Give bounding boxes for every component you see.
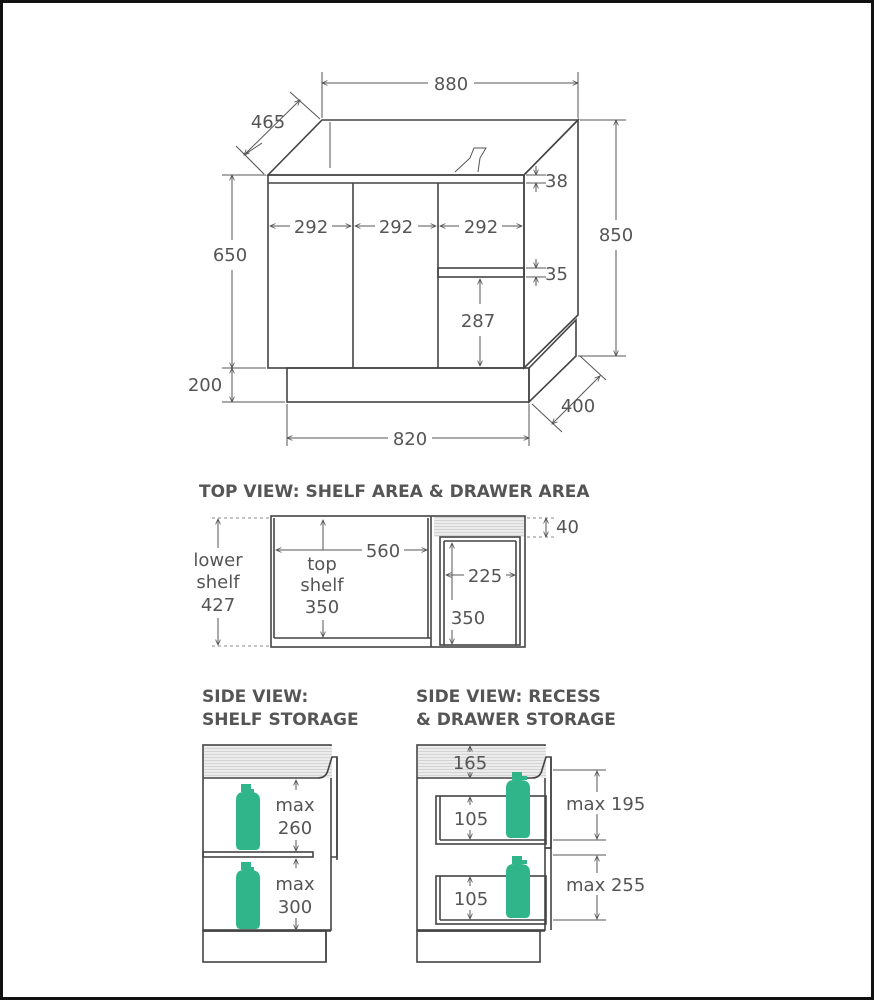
bottle-upper bbox=[236, 784, 260, 850]
drawer-rail bbox=[438, 268, 524, 277]
lower-shelf-label-2: shelf bbox=[196, 572, 240, 593]
upper-drawer-height-label: 105 bbox=[453, 809, 489, 830]
bottle-drawer-lower bbox=[506, 856, 530, 918]
dim-plinth-height-label: 200 bbox=[187, 375, 223, 396]
upper-drawer-max-label: max 195 bbox=[566, 794, 646, 815]
shelf-lower-max-value: 300 bbox=[277, 897, 313, 918]
plinth-side bbox=[529, 320, 576, 402]
shelf-upper-max-value: 260 bbox=[277, 818, 313, 839]
top-view bbox=[193, 482, 590, 647]
bottle-drawer-upper bbox=[506, 772, 530, 838]
dim-drawer-height-label: 287 bbox=[460, 311, 496, 332]
shelf-lower-max-label: max bbox=[275, 874, 315, 895]
top-view-heading: TOP VIEW: SHELF AREA & DRAWER AREA bbox=[199, 482, 590, 502]
dim-cabinet-height-label: 650 bbox=[212, 245, 248, 266]
side-shelf-heading-2: SHELF STORAGE bbox=[202, 710, 359, 730]
shelf-top-hatch bbox=[204, 746, 332, 778]
dim-line-465 bbox=[244, 143, 262, 155]
shelf-plinth bbox=[203, 931, 326, 962]
side-drawer-heading-1: SIDE VIEW: RECESS bbox=[416, 687, 601, 707]
dim-top-rail-label: 38 bbox=[545, 171, 568, 192]
side-view-drawer bbox=[416, 687, 645, 962]
drawer-plinth bbox=[417, 931, 540, 962]
side-shelf-heading-1: SIDE VIEW: bbox=[202, 687, 309, 707]
cabinet-side bbox=[524, 120, 578, 368]
plinth-front bbox=[287, 368, 529, 402]
lower-shelf-label-1: lower bbox=[193, 550, 243, 571]
recess-depth-label: 40 bbox=[556, 517, 579, 538]
dim-depth-label: 465 bbox=[250, 112, 286, 133]
drawer-width-label: 225 bbox=[467, 566, 503, 587]
dim-drawer-rail-label: 35 bbox=[545, 264, 568, 285]
recess-height-label: 165 bbox=[452, 753, 488, 774]
cabinet-front bbox=[268, 175, 524, 368]
side-view-shelf bbox=[202, 687, 359, 962]
top-shelf-label-1: top bbox=[307, 554, 337, 575]
side-drawer-heading-2: & DRAWER STORAGE bbox=[416, 710, 616, 730]
dim-total-height-label: 850 bbox=[598, 225, 634, 246]
dim-door-width-3-label: 292 bbox=[463, 217, 499, 238]
bottle-lower bbox=[236, 862, 260, 929]
main-cabinet-view bbox=[188, 72, 633, 450]
lower-shelf-value: 427 bbox=[200, 595, 236, 616]
shelf-width-label: 560 bbox=[365, 541, 401, 562]
recess-area bbox=[434, 517, 524, 537]
dim-plinth-depth-label: 400 bbox=[560, 396, 596, 417]
lower-drawer-max-label: max 255 bbox=[566, 875, 646, 896]
dim-width-label: 880 bbox=[433, 74, 469, 95]
dim-plinth-width-label: 820 bbox=[392, 429, 428, 450]
top-shelf-value: 350 bbox=[304, 597, 340, 618]
dim-door-width-1-label: 292 bbox=[293, 217, 329, 238]
shelf-upper-max-label: max bbox=[275, 795, 315, 816]
drawer-depth-label: 350 bbox=[450, 608, 486, 629]
lower-drawer-height-label: 105 bbox=[453, 889, 489, 910]
top-shelf-label-2: shelf bbox=[300, 575, 344, 596]
dim-door-width-2-label: 292 bbox=[378, 217, 414, 238]
middle-shelf bbox=[203, 852, 313, 857]
